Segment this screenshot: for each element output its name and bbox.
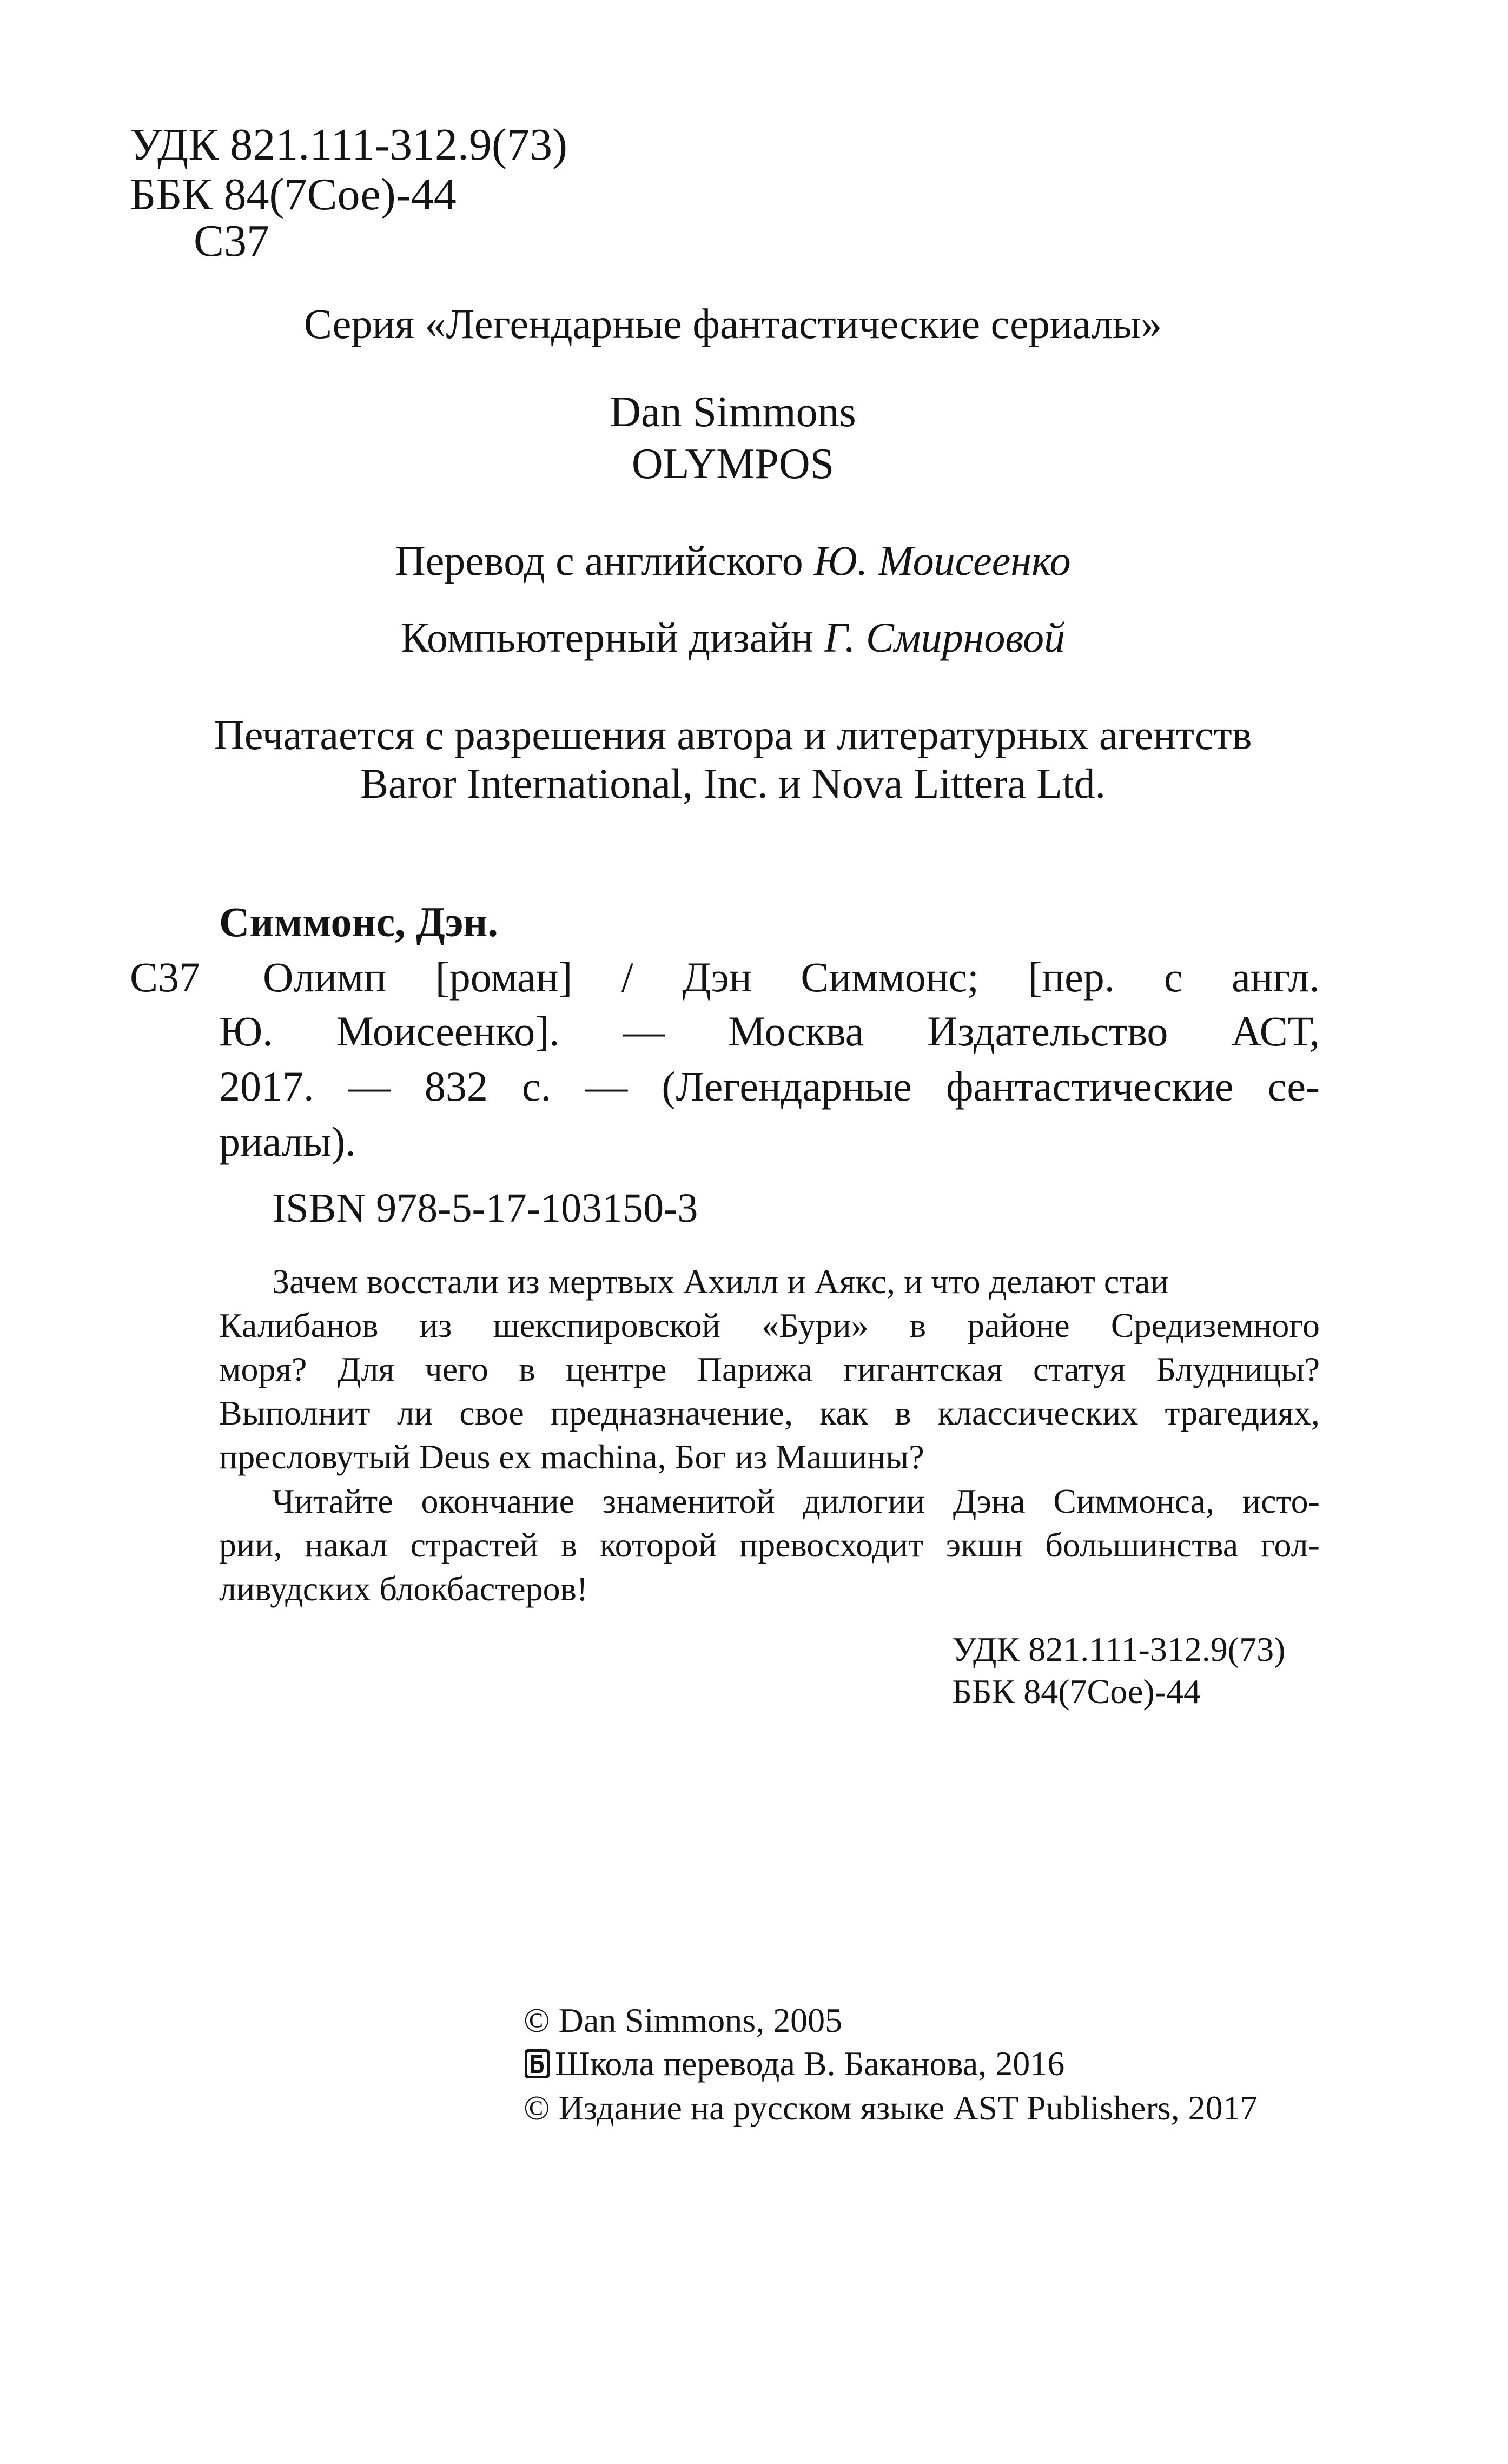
copyright-translation: [524, 2046, 1064, 2081]
word: рии,: [219, 1526, 282, 1564]
word: Симмонса,: [1053, 1482, 1215, 1520]
design-credit: [108, 614, 1358, 661]
bibliographic-line-1: [263, 953, 1320, 1001]
word: в: [895, 1394, 911, 1432]
bbk-code-bottom: ББК 84(7Сое)-44: [952, 1672, 1201, 1711]
word: предназначение,: [551, 1394, 793, 1432]
word: Олимп: [263, 953, 387, 1001]
permission-line-1: Печатается с разрешения автора и литературных агентств: [214, 711, 1252, 758]
word: /: [621, 953, 633, 1001]
bbk-code: ББК 84(7Сое)-44: [130, 169, 457, 220]
annotation-line: [219, 1528, 1320, 1562]
word: 2017.: [219, 1063, 314, 1110]
annotation-line: [219, 1352, 1320, 1387]
word: большинства: [1045, 1526, 1239, 1564]
word: экшн: [945, 1526, 1023, 1564]
word: страстей: [410, 1526, 539, 1564]
word: се-: [1267, 1063, 1320, 1110]
word: свое: [459, 1394, 524, 1432]
series-line: Серия «Легендарные фантастические сериалы»: [303, 300, 1162, 347]
word: Дэн: [682, 953, 752, 1001]
bibliographic-line-4: риалы).: [219, 1118, 356, 1165]
word: как: [819, 1394, 868, 1432]
word: Издательство: [927, 1008, 1168, 1055]
word: —: [585, 1063, 628, 1110]
word: Блудницы?: [1156, 1350, 1320, 1388]
word: центре: [566, 1350, 667, 1388]
word: чего: [425, 1350, 488, 1388]
word: дилогии: [803, 1482, 925, 1520]
word: —: [348, 1063, 391, 1110]
word: Дэна: [953, 1482, 1026, 1520]
word: 832: [424, 1063, 488, 1110]
word: которой: [599, 1526, 717, 1564]
word: Москва: [728, 1008, 864, 1055]
word: Моисеенко].: [336, 1008, 560, 1055]
udk-code-bottom: УДК 821.111-312.9(73): [952, 1630, 1286, 1668]
word: [пер.: [1028, 953, 1115, 1001]
translation-prefix: Перевод с английского: [395, 537, 803, 584]
word: —: [623, 1008, 665, 1055]
word: моря?: [219, 1350, 307, 1388]
original-title: OLYMPOS: [631, 440, 835, 488]
word: Читайте: [272, 1482, 393, 1520]
word: с.: [521, 1063, 552, 1110]
translation-credit: [108, 537, 1358, 584]
bibliographic-code: С37: [130, 953, 201, 1001]
annotation-line: Зачем восстали из мертвых Ахилл и Аякс, и что делают стаи: [272, 1262, 1169, 1301]
word: англ.: [1232, 953, 1320, 1001]
word: [роман]: [435, 953, 573, 1001]
word: исто-: [1242, 1482, 1320, 1520]
word: в: [519, 1350, 535, 1388]
word: накал: [305, 1526, 388, 1564]
word: трагедиях,: [1165, 1394, 1320, 1432]
word: знаменитой: [602, 1482, 775, 1520]
word: «Бури»: [762, 1306, 869, 1344]
annotation-line: пресловутый Deus ex machina, Бог из Машины?: [219, 1438, 924, 1476]
udk-code: УДК 821.111-312.9(73): [130, 120, 567, 170]
word: окончание: [421, 1482, 575, 1520]
word: в: [560, 1526, 578, 1564]
word: в: [909, 1306, 927, 1344]
word: районе: [967, 1306, 1070, 1344]
word: Для: [337, 1350, 394, 1388]
annotation-line: [219, 1308, 1320, 1343]
copyright-translation-text: Школа перевода В. Баканова, 2016: [555, 2044, 1065, 2083]
isbn: ISBN 978-5-17-103150-3: [272, 1185, 698, 1231]
word: фантастические: [945, 1063, 1234, 1110]
annotation-line: ливудских блокбастеров!: [219, 1569, 588, 1608]
word: шекспировской: [493, 1306, 720, 1344]
translation-school-logo-icon: [524, 2048, 551, 2079]
word: из: [419, 1306, 452, 1344]
word: Парижа: [697, 1350, 813, 1388]
designer-name: Г. Смирновой: [824, 614, 1066, 661]
word: Ю.: [219, 1008, 273, 1055]
original-author: Dan Simmons: [610, 388, 856, 436]
word: ли: [396, 1394, 433, 1432]
copyright-author: © Dan Simmons, 2005: [524, 2001, 843, 2039]
permission-line-2: Baror International, Inc. и Nova Littera Ltd.: [360, 760, 1106, 807]
annotation-line: [219, 1396, 1320, 1430]
design-prefix: Компьютерный дизайн: [400, 614, 813, 661]
word: АСТ,: [1231, 1008, 1320, 1055]
word: Средиземного: [1110, 1306, 1320, 1344]
word: с: [1163, 953, 1183, 1001]
annotation-line: [272, 1484, 1320, 1519]
word: Выполнит: [219, 1394, 371, 1432]
author-mark: С37: [194, 216, 270, 266]
word: Симмонс;: [801, 953, 979, 1001]
bibliographic-line-3: [219, 1065, 1320, 1108]
word: классических: [937, 1394, 1139, 1432]
word: гигантская: [843, 1350, 1003, 1388]
bibliographic-author: Симмонс, Дэн.: [219, 898, 498, 945]
translator-name: Ю. Моисеенко: [813, 537, 1071, 584]
word: Калибанов: [219, 1306, 379, 1344]
bibliographic-line-2: [219, 1008, 1320, 1055]
word: статуя: [1033, 1350, 1126, 1388]
word: гол-: [1260, 1526, 1320, 1564]
word: превосходит: [739, 1526, 923, 1564]
copyright-edition: © Издание на русском языке AST Publishers, 2017: [524, 2089, 1258, 2127]
word: (Легендарные: [662, 1063, 912, 1110]
